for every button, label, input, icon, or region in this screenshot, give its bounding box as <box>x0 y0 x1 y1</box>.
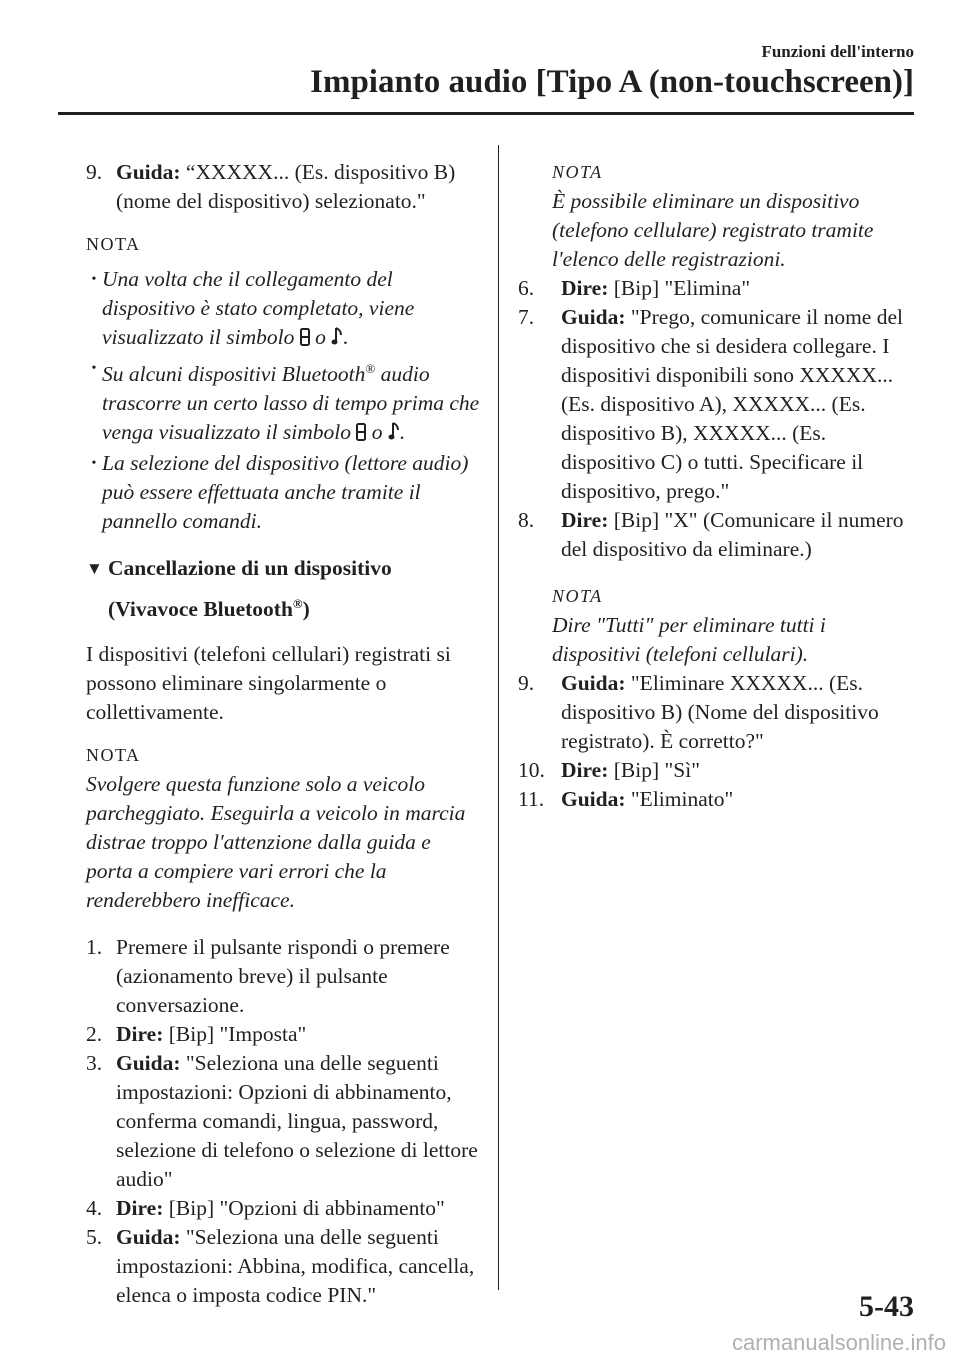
step-text: [Bip] "Sì" <box>613 758 700 782</box>
registered-mark: ® <box>292 596 303 612</box>
column-divider <box>498 145 499 1290</box>
step-9 <box>86 158 481 216</box>
step-2 <box>86 1020 481 1049</box>
step-label: Guida: <box>116 1051 181 1076</box>
step-label: Dire: <box>561 276 609 300</box>
registered-mark: ® <box>365 361 376 376</box>
note-bullet: • La selezione del dispositivo (lettore audio) può essere effettuata anche tramite il pannello comandi. <box>86 449 481 536</box>
intro-paragraph: I dispositivi (telefoni cellulari) registrati si possono eliminare singolarmente o collettivamente. <box>86 642 451 725</box>
left-column <box>86 158 481 1310</box>
step-label: Guida: <box>116 1225 181 1250</box>
section-title-line1: Cancellazione di un dispositivo <box>108 556 392 581</box>
step-number: 10. <box>518 758 545 782</box>
step-number: 1. <box>86 935 103 960</box>
section-title-close: ) <box>302 597 310 622</box>
note-block <box>518 158 918 274</box>
step-number: 6. <box>518 276 535 300</box>
step-7 <box>518 303 918 506</box>
step-number: 9. <box>86 160 103 184</box>
section-title-line2: (Vivavoce Bluetooth <box>108 597 293 622</box>
step-number: 7. <box>518 305 535 329</box>
header-section: Funzioni dell'interno <box>761 42 914 61</box>
step-number: 9. <box>518 671 535 695</box>
step-text: “XXXXX... (Es. dispositivo B) (nome del dispositivo) selezionato." <box>116 160 456 213</box>
note-bullet-end: . <box>399 420 406 445</box>
steps-list <box>518 274 918 564</box>
step-8 <box>518 506 918 564</box>
note-bullet-text: audio trascorre un certo lasso di tempo prima che venga visualizzato il simbolo <box>102 362 480 445</box>
steps-list <box>518 669 918 814</box>
step-text: "Eliminare XXXXX... (Es. dispositivo B) (Nome del dispositivo registrato). È corretto?" <box>561 671 879 753</box>
triangle-icon: ▼ <box>86 559 103 579</box>
watermark: carmanualsonline.info <box>731 1330 946 1355</box>
note-text: Dire "Tutti" per eliminare tutti i dispositivi (telefoni cellulari). <box>552 613 826 666</box>
step-5 <box>86 1223 481 1310</box>
step-label: Dire: <box>116 1022 164 1047</box>
note-bullet: • Una volta che il collegamento del dispositivo è stato completato, viene visualizzato il simbolo o . <box>86 265 481 354</box>
step-text: [Bip] "Opzioni di abbinamento" <box>168 1196 445 1221</box>
note-heading: NOTA <box>86 234 141 254</box>
step-text: "Eliminato" <box>630 787 734 811</box>
step-label: Guida: <box>561 787 626 811</box>
step-text: Premere il pulsante rispondi o premere (azionamento breve) il pulsante conversazione. <box>116 935 450 1018</box>
step-number: 3. <box>86 1051 103 1076</box>
step-1 <box>86 933 481 1020</box>
phone-icon <box>356 420 366 449</box>
note-bullet-mid: o <box>315 325 326 349</box>
step-text: "Seleziona una delle seguenti impostazioni: Opzioni di abbinamento, conferma comandi, lingua, password, selezione di telefono o selezione di lettore audio" <box>116 1051 478 1192</box>
step-4 <box>86 1194 481 1223</box>
step-number: 2. <box>86 1022 103 1047</box>
note-bullet-end: . <box>343 325 349 349</box>
step-label: Dire: <box>116 1196 164 1221</box>
section-heading <box>86 554 481 624</box>
step-text: [Bip] "Imposta" <box>168 1022 307 1047</box>
note-bullet-text: La selezione del dispositivo (lettore audio) può essere effettuata anche tramite il pannello comandi. <box>102 451 469 534</box>
note-block <box>518 582 918 669</box>
note-heading: NOTA <box>552 162 603 182</box>
step-label: Dire: <box>561 508 609 532</box>
header-rule <box>58 112 914 115</box>
step-number: 8. <box>518 508 535 532</box>
step-10 <box>518 756 918 785</box>
step-number: 5. <box>86 1225 103 1250</box>
note-text: Svolgere questa funzione solo a veicolo parcheggiato. Eseguirla a veicolo in marcia distrae troppo l'attenzione dalla guida e porta a compiere vari errori che la renderebbero inefficace. <box>86 772 466 913</box>
step-text: [Bip] "X" (Comunicare il numero del dispositivo da eliminare.) <box>561 508 904 561</box>
step-number: 11. <box>518 787 545 811</box>
step-9 <box>518 669 918 756</box>
right-column <box>518 158 918 814</box>
note-bullet-pre: Su alcuni dispositivi Bluetooth <box>102 362 366 387</box>
note-heading: NOTA <box>552 586 603 606</box>
music-note-icon <box>331 325 343 354</box>
note-bullet: • Su alcuni dispositivi Bluetooth® audio trascorre un certo lasso di tempo prima che venga visualizzato il simbolo o . <box>86 354 481 449</box>
note-bullet-mid: o <box>371 420 383 445</box>
step-text: [Bip] "Elimina" <box>613 276 751 300</box>
step-text: "Seleziona una delle seguenti impostazioni: Abbina, modifica, cancella, elenca o imposta codice PIN." <box>116 1225 475 1308</box>
step-label: Dire: <box>561 758 609 782</box>
step-11 <box>518 785 918 814</box>
music-note-icon <box>388 420 400 449</box>
step-6 <box>518 274 918 303</box>
step-label: Guida: <box>116 160 181 184</box>
step-number: 4. <box>86 1196 103 1221</box>
phone-icon <box>300 325 310 354</box>
note-heading: NOTA <box>86 745 141 766</box>
page-title: Impianto audio [Tipo A (non-touchscreen)] <box>310 64 914 100</box>
note-bullet-text: Una volta che il collegamento del dispositivo è stato completato, viene visualizzato il simbolo <box>102 267 415 349</box>
steps-list <box>86 933 481 1310</box>
step-text: "Prego, comunicare il nome del dispositivo che si desidera collegare. I dispositivi disponibili sono XXXXX... (Es. dispositivo A), XXXXX... (Es. dispositivo B), XXXXX... (Es. dispositivo C) o tutti. Specificare il dispositivo, prego." <box>561 305 903 503</box>
page-number: 5-43 <box>859 1290 914 1323</box>
step-3 <box>86 1049 481 1194</box>
note-text: È possibile eliminare un dispositivo (telefono cellulare) registrato tramite l'elenco delle registrazioni. <box>552 189 874 271</box>
step-label: Guida: <box>561 305 626 329</box>
step-label: Guida: <box>561 671 626 695</box>
